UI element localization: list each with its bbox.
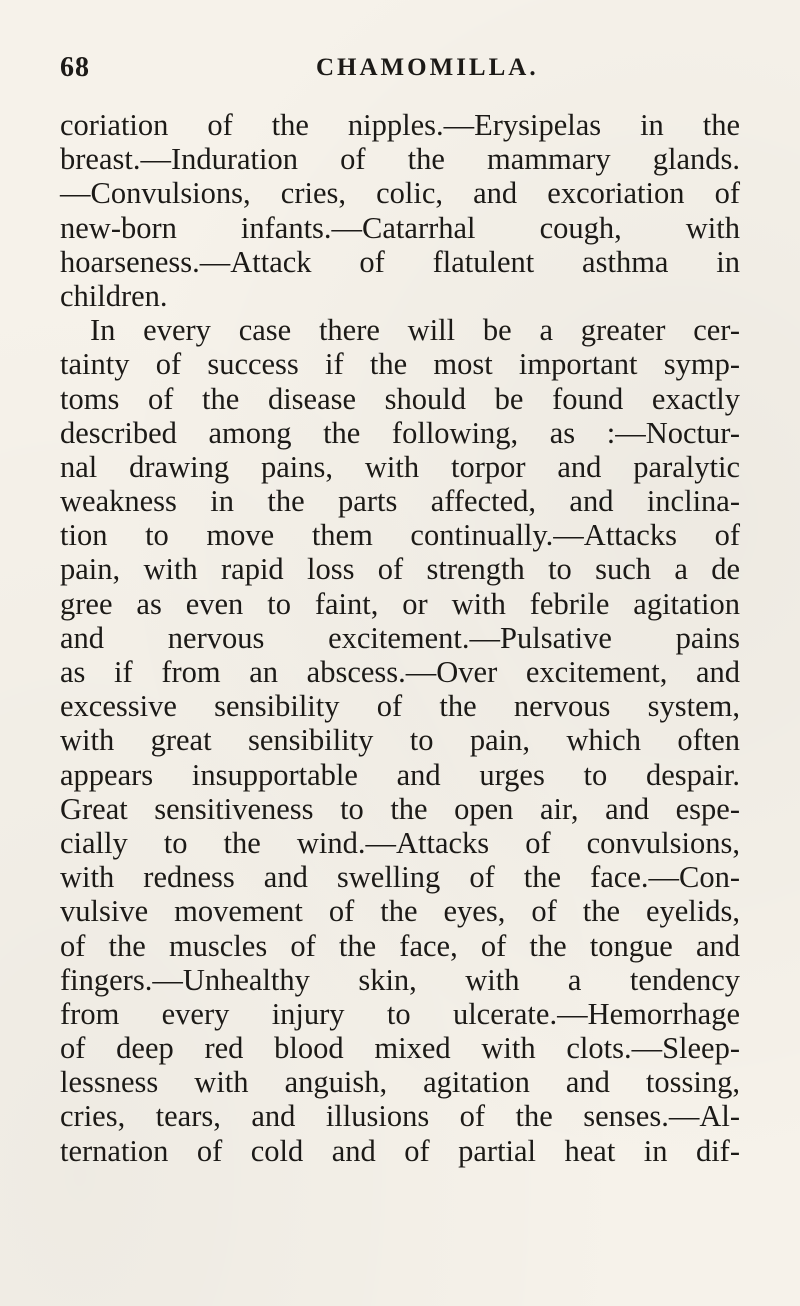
- text-line: tainty of success if the most important symp-: [60, 347, 740, 382]
- text-line: excessive sensibility of the nervous system,: [60, 689, 740, 724]
- text-line: of the muscles of the face, of the tongue and: [60, 928, 740, 963]
- text-line: cries, tears, and illusions of the senses.—Al-: [60, 1099, 740, 1134]
- text-line: with redness and swelling of the face.—Con-: [60, 860, 740, 895]
- text-line: gree as even to faint, or with febrile agitation: [60, 586, 740, 621]
- text-line: breast.—Induration of the mammary glands.: [60, 142, 740, 177]
- text-line: pain, with rapid loss of strength to such a de: [60, 552, 740, 587]
- page-number: 68: [60, 52, 90, 83]
- text-line: coriation of the nipples.—Erysipelas in the: [60, 108, 740, 142]
- text-line: new-born infants.—Catarrhal cough, with: [60, 210, 740, 245]
- text-line: with great sensibility to pain, which often: [60, 723, 740, 758]
- text-line: weakness in the parts affected, and inclina-: [60, 484, 740, 519]
- text-line: and nervous excitement.—Pulsative pains: [60, 620, 740, 655]
- text-line: Great sensitiveness to the open air, and espe-: [60, 791, 740, 826]
- page-header: [60, 52, 740, 92]
- text-line: vulsive movement of the eyes, of the eyelids,: [60, 894, 740, 929]
- text-line: ternation of cold and of partial heat in dif-: [60, 1133, 740, 1168]
- running-title: CHAMOMILLA.: [316, 54, 539, 81]
- text-line: as if from an abscess.—Over excitement, and: [60, 655, 740, 689]
- text-line: toms of the disease should be found exactly: [60, 381, 740, 416]
- text-line: from every injury to ulcerate.—Hemorrhage: [60, 996, 740, 1031]
- text-line: described among the following, as :—Noctur-: [60, 415, 740, 450]
- text-line: tion to move them continually.—Attacks of: [60, 518, 740, 553]
- text-line: In every case there will be a greater cer-: [90, 313, 740, 348]
- text-line: cially to the wind.—Attacks of convulsions,: [60, 825, 740, 860]
- text-line: hoarseness.—Attack of flatulent asthma in: [60, 244, 740, 279]
- text-line: lessness with anguish, agitation and tossing,: [60, 1065, 740, 1100]
- text-line: children.: [60, 278, 168, 313]
- text-line: appears insupportable and urges to despair.: [60, 757, 740, 792]
- text-line: —Convulsions, cries, colic, and excoriation of: [60, 176, 740, 211]
- text-line: fingers.—Unhealthy skin, with a tendency: [60, 962, 740, 997]
- text-line: nal drawing pains, with torpor and paralytic: [60, 449, 740, 484]
- text-line: of deep red blood mixed with clots.—Sleep-: [60, 1031, 740, 1066]
- body-text: [60, 108, 740, 1168]
